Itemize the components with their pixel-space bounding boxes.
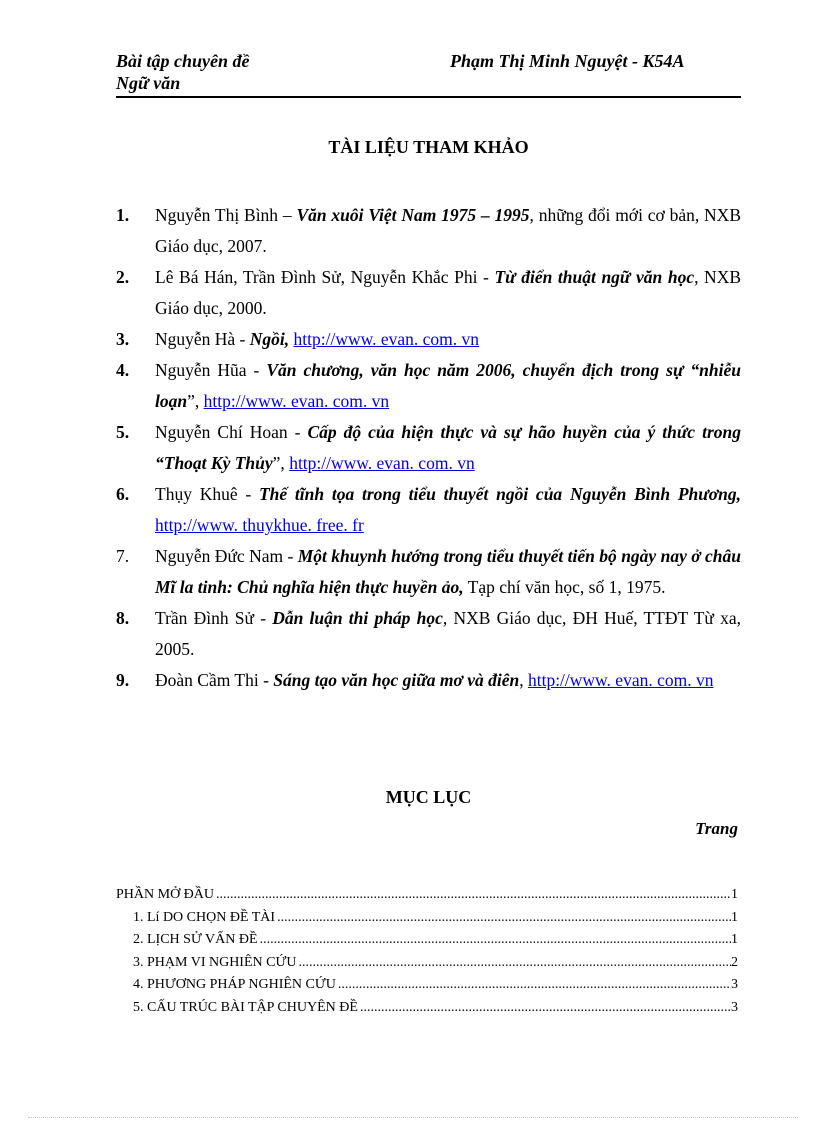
reference-item (116, 355, 741, 417)
reference-number: 7. (116, 546, 130, 566)
reference-item (116, 200, 741, 262)
reference-title: Dẫn luận thi pháp học (272, 608, 443, 628)
reference-details: , NXB Giáo dục, 2000. (155, 267, 742, 318)
reference-item (116, 603, 741, 665)
toc-entry-page: 1 (731, 909, 738, 925)
reference-title: Văn chương, văn học năm 2006, chuyển địch trong sự “nhiễu loạn (155, 360, 741, 411)
header-subject-line2: Ngữ văn (116, 73, 181, 93)
toc-entry-page: 1 (731, 932, 738, 947)
reference-author: Nguyễn Hà - (155, 329, 250, 349)
toc-entry[interactable] (116, 952, 738, 975)
toc-entry-label: 4. PHƯƠNG PHÁP NGHIÊN CỨU (133, 977, 336, 992)
reference-number: 2. (116, 267, 130, 287)
reference-author: Thụy Khuê - (155, 484, 259, 504)
reference-number: 3. (116, 329, 130, 349)
reference-item (116, 541, 741, 603)
toc-entry[interactable] (116, 884, 738, 907)
table-of-contents (116, 884, 738, 1019)
reference-number: 6. (116, 484, 130, 504)
reference-title: Cấp độ của hiện thực và sự hão huyền của ý thức trong “Thoạt Kỳ Thủy (155, 422, 741, 473)
toc-leader-dots (358, 997, 731, 1020)
toc-entry-page: 3 (731, 977, 738, 992)
reference-author: Đoàn Cầm Thi - (155, 670, 274, 690)
reference-title: Ngồi, (249, 329, 290, 349)
page-header (116, 50, 741, 98)
reference-number: 4. (116, 360, 130, 380)
toc-page-label: Trang (695, 819, 738, 838)
toc-entry-label: 3. PHẠM VI NGHIÊN CỨU (133, 954, 297, 970)
toc-entry[interactable] (116, 997, 738, 1020)
references-list (116, 200, 741, 696)
reference-number: 5. (116, 422, 130, 442)
header-left (116, 50, 250, 94)
toc-leader-dots (258, 929, 731, 952)
header-subject: Bài tập chuyên đề (116, 51, 250, 71)
reference-link[interactable]: http://www. evan. com. vn (527, 670, 714, 690)
reference-item (116, 665, 741, 696)
reference-item (116, 262, 741, 324)
reference-title: Từ điển thuật ngữ văn học (494, 267, 695, 287)
reference-number: 1. (116, 205, 130, 225)
reference-link[interactable]: http://www. evan. com. vn (203, 391, 390, 411)
toc-entry-page: 3 (731, 999, 738, 1015)
reference-item (116, 479, 741, 541)
header-author: Phạm Thị Minh Nguyệt - K54A (450, 51, 685, 71)
toc-entry-page: 1 (731, 887, 738, 902)
reference-author: Lê Bá Hán, Trần Đình Sử, Nguyễn Khắc Phi - (155, 267, 495, 287)
reference-author: Nguyễn Hũa - (155, 360, 267, 380)
toc-leader-dots (275, 907, 731, 930)
reference-details: , NXB Giáo dục, ĐH Huế, TTĐT Từ xa, 2005. (155, 608, 741, 659)
reference-details: Tạp chí văn học, số 1, 1975. (463, 577, 666, 597)
toc-leader-dots (336, 974, 731, 997)
toc-leader-dots (296, 952, 731, 975)
reference-title: Sáng tạo văn học giữa mơ và điên (273, 670, 520, 690)
reference-link[interactable]: http://www. evan. com. vn (289, 453, 475, 473)
toc-entry[interactable] (116, 907, 738, 930)
reference-number: 9. (116, 670, 130, 690)
toc-entry-label: 1. Lí DO CHỌN ĐỀ TÀI (133, 909, 276, 925)
toc-entry[interactable] (116, 974, 738, 997)
reference-link[interactable]: http://www. thuykhue. free. fr (155, 515, 364, 535)
references-title: TÀI LIỆU THAM KHẢO (328, 137, 529, 157)
reference-details: , những đổi mới cơ bản, NXB Giáo dục, 2007. (155, 205, 741, 256)
reference-item (116, 324, 741, 355)
toc-entry-page: 2 (731, 954, 738, 970)
page-bottom-divider (28, 1117, 798, 1118)
reference-author: Trần Đình Sử - (155, 608, 273, 628)
reference-author: Nguyễn Chí Hoan - (155, 422, 308, 442)
reference-details: ”, (272, 453, 290, 473)
reference-title: Thế tĩnh tọa trong tiểu thuyết ngồi của Nguyễn Bình Phương, (258, 484, 741, 504)
reference-details: , (519, 670, 528, 690)
reference-author: Nguyễn Thị Bình – (155, 205, 297, 225)
reference-title: Văn xuôi Việt Nam 1975 – 1995 (296, 205, 530, 225)
reference-author: Nguyễn Đức Nam - (155, 546, 298, 566)
reference-details: ”, (187, 391, 204, 411)
toc-entry[interactable] (116, 929, 738, 952)
toc-leader-dots (214, 884, 731, 907)
reference-item (116, 417, 741, 479)
reference-link[interactable]: http://www. evan. com. vn (293, 329, 480, 349)
reference-number: 8. (116, 608, 130, 628)
reference-title: Một khuynh hướng trong tiểu thuyết tiến bộ ngày nay ở châu Mĩ la tinh: Chủ nghĩa hiện thực huyền ảo, (155, 546, 742, 597)
toc-entry-label: 2. LỊCH SỬ VẤN ĐỀ (133, 932, 258, 947)
toc-title: MỤC LỤC (385, 787, 472, 807)
toc-entry-label: 5. CẤU TRÚC BÀI TẬP CHUYÊN ĐỀ (133, 999, 358, 1015)
toc-entry-label: PHẦN MỞ ĐẦU (116, 887, 215, 902)
